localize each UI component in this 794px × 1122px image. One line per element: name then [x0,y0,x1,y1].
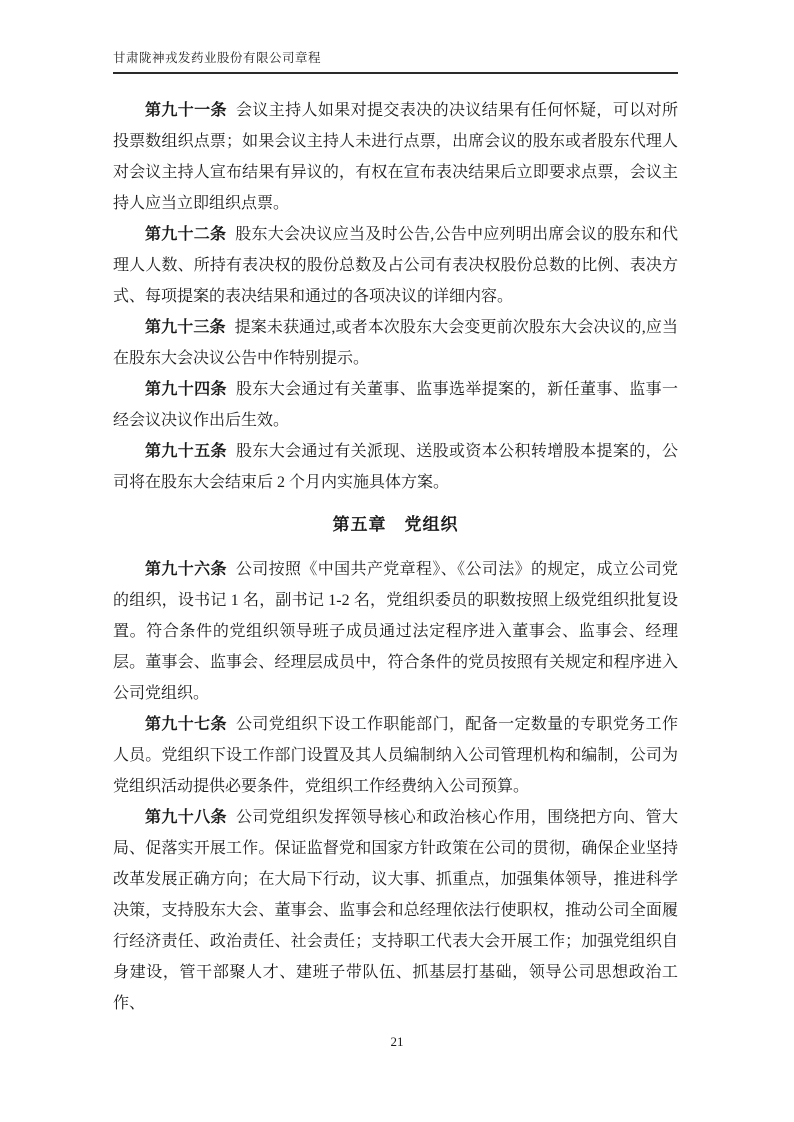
chapter-heading: 第五章 党组织 [332,515,459,534]
article-text: 股东大会通过有关董事、监事选举提案的，新任董事、监事一经会议决议作出后生效。 [113,381,678,429]
article-text: 股东大会通过有关派现、送股或资本公积转增股本提案的，公司将在股东大会结束后 2 个月内实施具体方案。 [113,443,678,491]
article-text: 公司党组织发挥领导核心和政治核心作用，围绕把方向、管大局、促落实开展工作。保证监督党和国家方针政策在公司的贯彻，确保企业坚持改革发展正确方向；在大局下行动，议大事、抓重点，加强集体领导，推进科学决策，支持股东大会、董事会、监事会和总经理依法行使职权，推动公司全面履行经济责任、政治责任、社会责任；支持职工代表大会开展工作；加强党组织自身建设，管干部聚人才、建班子带队伍、抓基层打基础，领导公司思想政治工作、 [113,809,678,1012]
article-number: 第九十一条 [145,102,227,119]
article-paragraph-95 [113,436,678,498]
page-footer [0,1034,794,1050]
article-number: 第九十四条 [145,381,227,398]
article-number: 第九十五条 [145,443,227,460]
article-text: 提案未获通过,或者本次股东大会变更前次股东大会决议的,应当在股东大会决议公告中作特别提示。 [113,319,678,367]
article-number: 第九十六条 [145,561,227,578]
document-body [113,95,678,1019]
article-paragraph-93 [113,312,678,374]
article-paragraph-94 [113,374,678,436]
article-number: 第九十三条 [145,319,226,336]
article-number: 第九十二条 [145,226,227,243]
article-text: 股东大会决议应当及时公告,公告中应列明出席会议的股东和代理人人数、所持有表决权的股份总数及占公司有表决权股份总数的比例、表决方式、每项提案的表决结果和通过的各项决议的详细内容。 [113,226,678,305]
article-paragraph-91 [113,95,678,219]
article-paragraph-92 [113,219,678,312]
article-text: 公司按照《中国共产党章程》、《公司法》的规定，成立公司党的组织，设书记 1 名，副书记 1-2 名，党组织委员的职数按照上级党组织批复设置。符合条件的党组织领导班子成员通过法定程序进入董事会、监事会、经理层。董事会、监事会、经理层成员中，符合条件的党员按照有关规定和程序进入公司党组织。 [113,561,678,702]
article-paragraph-98 [113,802,678,1019]
article-text: 会议主持人如果对提交表决的决议结果有任何怀疑，可以对所投票数组织点票；如果会议主持人未进行点票，出席会议的股东或者股东代理人对会议主持人宣布结果有异议的，有权在宣布表决结果后立即要求点票，会议主持人应当立即组织点票。 [113,102,678,212]
header-title: 甘肃陇神戎发药业股份有限公司章程 [113,51,322,65]
article-paragraph-96 [113,554,678,709]
article-number: 第九十八条 [145,809,227,826]
page-header [113,48,678,74]
article-paragraph-97 [113,709,678,802]
page-number: 21 [390,1034,404,1049]
article-number: 第九十七条 [145,716,227,733]
article-text: 公司党组织下设工作职能部门，配备一定数量的专职党务工作人员。党组织下设工作部门设置及其人员编制纳入公司管理机构和编制，公司为党组织活动提供必要条件，党组织工作经费纳入公司预算。 [113,716,678,795]
